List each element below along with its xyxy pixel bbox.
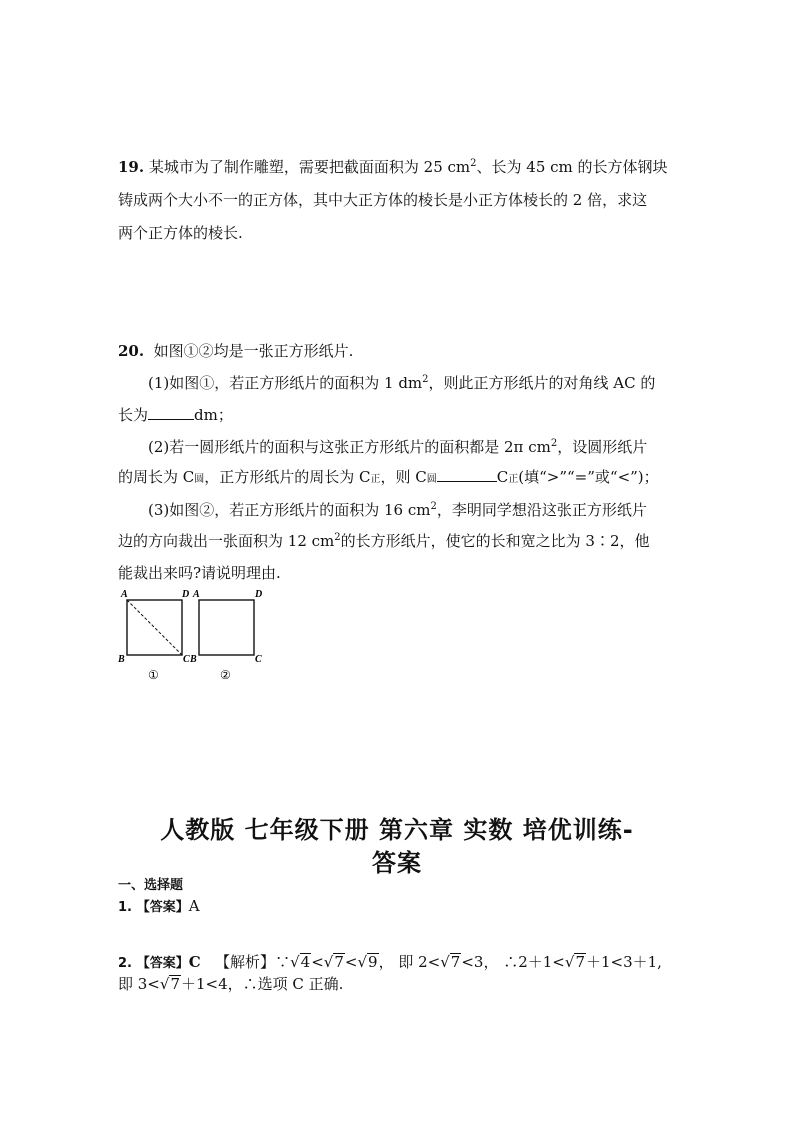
answer-2-explain-tag: 【解析】 xyxy=(215,953,276,971)
sqrt-7-a: 7 xyxy=(334,953,344,971)
sqrt-7-c: 7 xyxy=(575,953,585,971)
answer-2-line-2: 即 3<√7＋1<4，∴选项 C 正确. xyxy=(118,975,344,993)
q20-p1b: ，则此正方形纸片的对角线 AC 的 xyxy=(428,374,656,392)
square-figures xyxy=(112,585,282,685)
q20-p3-sup2: 2 xyxy=(334,532,341,543)
label-a1: A xyxy=(121,589,128,600)
q20-p3d: 的长方形纸片，使它的长和宽之比为 3∶2，他 xyxy=(340,532,650,550)
q20-p3a: (3)如图②，若正方形纸片的面积为 16 cm xyxy=(148,501,431,519)
answer-1-number: 1. xyxy=(118,900,132,915)
label-a2: A xyxy=(193,589,200,600)
q19-text-1a: 某城市为了制作雕塑，需要把截面面积为 25 cm xyxy=(148,158,471,176)
answer-title-line-2: 答案 xyxy=(372,849,422,877)
q20-part3-line-3: 能裁出来吗?请说明理由. xyxy=(118,564,281,582)
sqrt-9: 9 xyxy=(368,953,378,971)
q19-line-3: 两个正方体的棱长. xyxy=(118,224,243,242)
label-c1: C xyxy=(183,654,190,665)
diagonal-ac xyxy=(127,600,182,655)
q20-p2-sub3: 圆 xyxy=(426,474,437,485)
q19-number: 19. xyxy=(118,158,145,176)
answer-2-line2-b: ＋1<4，∴选项 C 正确. xyxy=(181,975,344,993)
answer-title-line-1: 人教版 七年级下册 第六章 实数 培优训练- xyxy=(160,816,634,844)
square-2 xyxy=(199,600,254,655)
answer-1 xyxy=(118,896,200,918)
q20-number: 20. xyxy=(118,342,145,360)
lt-1: < xyxy=(311,953,324,971)
caption-2: ② xyxy=(220,668,231,682)
because-symbol: ∵ xyxy=(275,953,291,971)
q20-p3c: 边的方向裁出一张面积为 12 cm xyxy=(118,532,335,550)
q19-line-1 xyxy=(118,157,668,177)
answer-2-text-4: ＋1<3＋1, xyxy=(585,953,662,971)
answer-2-line2-a: 即 3< xyxy=(118,975,160,993)
q20-p2-sub2: 正 xyxy=(370,474,381,485)
q20-p2e: ，则 C xyxy=(380,468,427,486)
q20-p2c: 的周长为 C xyxy=(118,468,195,486)
q20-p2d: ，正方形纸片的周长为 C xyxy=(204,468,371,486)
q20-p1a: (1)如图①，若正方形纸片的面积为 1 dm xyxy=(148,374,423,392)
q19-line-2: 铸成两个大小不一的正方体，其中大正方体的棱长是小正方体棱长的 2 倍，求这 xyxy=(118,191,648,209)
lt-2: < xyxy=(344,953,358,971)
answer-2-value: C xyxy=(188,953,201,971)
q20-p2g: (填“>”“=”或“<”)； xyxy=(518,468,659,486)
q20-p1d: dm； xyxy=(194,406,233,424)
answer-2-text-3: <3， ∴2＋1< xyxy=(461,953,565,971)
sqrt-4: 4 xyxy=(300,953,311,971)
answer-2-number: 2. xyxy=(118,956,132,971)
answer-1-value: A xyxy=(188,897,200,915)
q20-p2f: C xyxy=(496,468,509,486)
q20-line-1 xyxy=(118,341,353,361)
q20-p2a: (2)若一圆形纸片的面积与这张正方形纸片的面积都是 2π cm xyxy=(148,438,551,456)
q20-p2b: ，设圆形纸片 xyxy=(557,438,648,456)
q19-sup: 2 xyxy=(470,158,477,169)
q20-part2-line-2 xyxy=(118,467,659,490)
label-c2: C xyxy=(255,654,262,665)
q20-intro: 如图①②均是一张正方形纸片. xyxy=(153,342,354,360)
q20-p2-sub1: 圆 xyxy=(194,474,205,485)
q20-part2-line-1 xyxy=(148,437,647,457)
q20-p3-sup: 2 xyxy=(430,501,437,512)
answer-blank-2[interactable] xyxy=(437,467,497,482)
section-heading: 一、选择题 xyxy=(118,878,184,893)
label-b2: B xyxy=(190,654,197,665)
q20-part3-line-2 xyxy=(118,531,649,551)
answer-2-text-2: ， 即 2< xyxy=(378,953,441,971)
answer-1-tag: 【答案】 xyxy=(136,900,189,915)
answer-2-line-1: 2. 【答案】C 【解析】∵√4<√7<√9， 即 2<√7<3， ∴2＋1<√7＋1<3＋1, xyxy=(118,953,662,971)
caption-1: ① xyxy=(148,668,159,682)
q20-part1-line-2 xyxy=(118,405,233,425)
label-d1: D xyxy=(182,589,190,600)
answer-2-tag: 【答案】 xyxy=(136,956,189,971)
sqrt-7-d: 7 xyxy=(170,975,180,993)
q19-text-1b: 、长为 45 cm 的长方体钢块 xyxy=(476,158,668,176)
q20-part3-line-1 xyxy=(148,500,647,520)
label-b1: B xyxy=(118,654,125,665)
label-d2: D xyxy=(255,589,263,600)
q20-p2-sub4: 正 xyxy=(508,474,519,485)
answer-blank-1[interactable] xyxy=(148,405,194,420)
q20-part1-line-1 xyxy=(148,373,655,393)
sqrt-7-b: 7 xyxy=(450,953,461,971)
q20-p2-sup: 2 xyxy=(550,438,558,449)
q20-p3b: ，李明同学想沿这张正方形纸片 xyxy=(436,501,647,519)
q20-p1-sup: 2 xyxy=(422,374,429,385)
q20-p1c: 长为 xyxy=(118,406,149,424)
